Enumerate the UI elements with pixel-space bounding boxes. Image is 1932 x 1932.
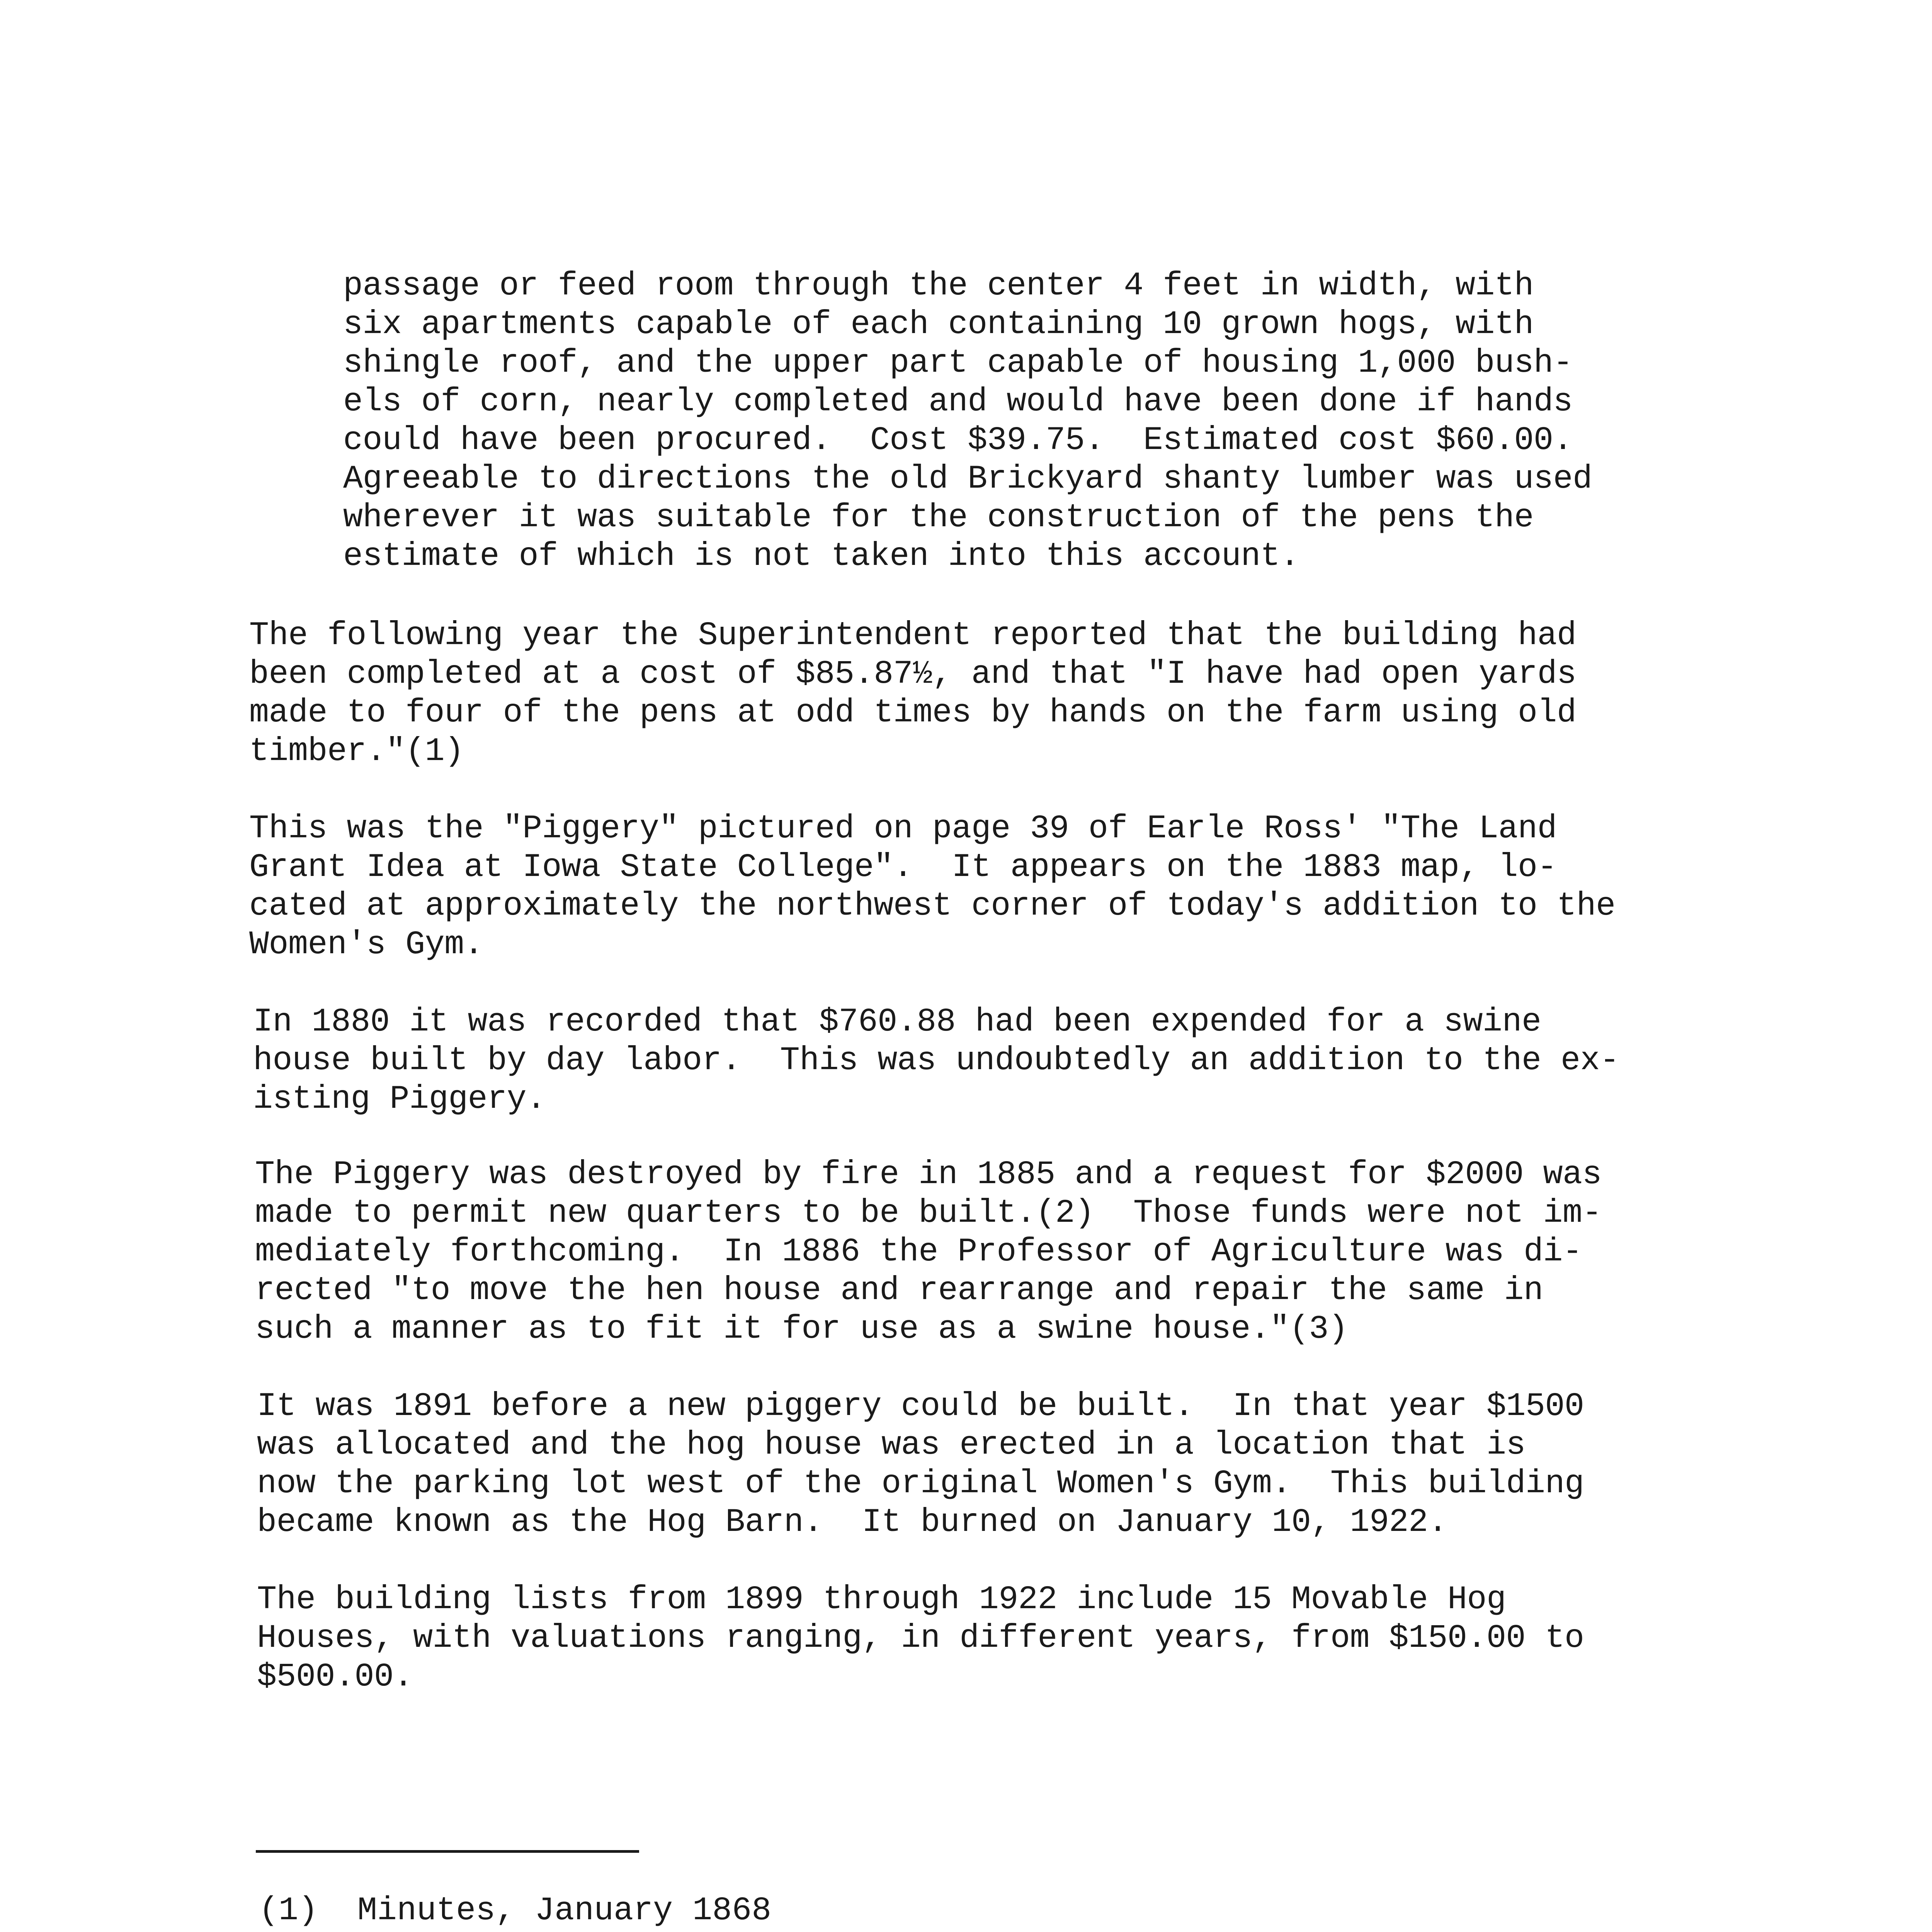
- paragraph-piggery-picture: This was the "Piggery" pictured on page 39 of Earle Ross' "The Land Grant Idea at Iowa State College". It appears on the 1883 map, lo- cated at approximately the northwest corner of today's addition to the Women's Gym.: [249, 810, 1616, 963]
- paragraph-building-lists: The building lists from 1899 through 1922 include 15 Movable Hog Houses, with valuations ranging, in different years, from $150.00 to $500.00.: [257, 1581, 1584, 1696]
- paragraph-fire-1885: The Piggery was destroyed by fire in 1885 and a request for $2000 was made to permit new quarters to be built.(2) Those funds were not im- mediately forthcoming. In 1886 the Professor of Agriculture was di- rected "to move the hen house and rearrange and repair the same in such a manner as to fit it for use as a swine house."(3): [255, 1156, 1602, 1348]
- block-quote: passage or feed room through the center 4 feet in width, with six apartments capable of each containing 10 grown hogs, with shingle roof, and the upper part capable of housing 1,000 bush- els of corn, nearly completed and would have been done if hands could have been procured. Cost $39.75. Estimated cost $60.00. Agreeable to directions the old Brickyard shanty lumber was used wherever it was suitable for the construction of the pens the estimate of which is not taken into this account.: [343, 267, 1592, 575]
- footnote-divider: [256, 1850, 639, 1853]
- paragraph-hog-barn-1891: It was 1891 before a new piggery could be built. In that year $1500 was allocated and the hog house was erected in a location that is now the parking lot west of the original Women's Gym. This building became known as the Hog Barn. It burned on January 10, 1922.: [257, 1388, 1584, 1541]
- paragraph-swine-house-1880: In 1880 it was recorded that $760.88 had been expended for a swine house built by day labor. This was undoubtedly an addition to the ex- isting Piggery.: [253, 1003, 1619, 1118]
- paragraph-superintendent-report: The following year the Superintendent reported that the building had been completed at a cost of $85.87½, and that "I have had open yards made to four of the pens at odd times by hands on the farm using old timber."(1): [249, 617, 1577, 770]
- footnote-1: (1) Minutes, January 1868: [259, 1892, 772, 1929]
